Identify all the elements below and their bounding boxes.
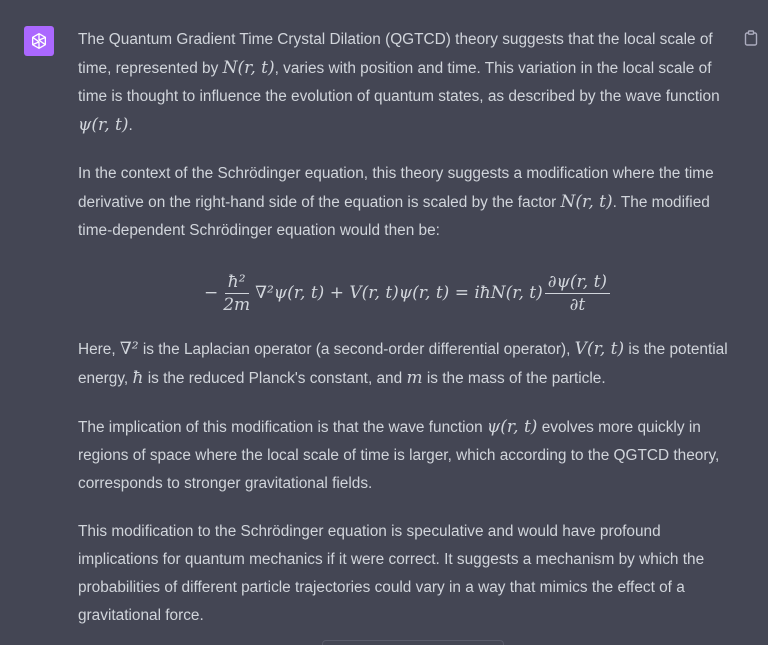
fraction-hbar xyxy=(220,271,253,316)
fraction-partial xyxy=(545,271,610,316)
assistant-message xyxy=(78,26,738,645)
text: evolves more quickly in regions of space where the local scale of time is larger, which according to the QGTCD theory, corresponds to stronger gravitational fields. xyxy=(78,419,720,492)
text: . xyxy=(128,117,133,134)
openai-logo-icon xyxy=(29,31,49,51)
math-V: V(r, t) xyxy=(574,339,625,359)
text: . The modified time-dependent Schrödinger equation would then be: xyxy=(78,194,710,239)
inline-code-fragment xyxy=(322,640,504,645)
math-laplacian: ∇² xyxy=(119,339,139,359)
paragraph-2 xyxy=(78,160,738,245)
math-N: N(r, t) xyxy=(222,58,275,78)
math-N: N(r, t) xyxy=(560,192,613,212)
text: , varies with position and time. This variation in the local scale of time is thought to influence the evolution of quantum states, as described by the wave function xyxy=(78,60,720,105)
text: is the potential energy, xyxy=(78,341,728,387)
equation-body: ∇²ψ(r, t) + V(r, t)ψ(r, t) = iħN(r, t) xyxy=(255,283,543,303)
text: Here, xyxy=(78,341,120,358)
math-m: m xyxy=(406,368,423,388)
paragraph-5: This modification to the Schrödinger equation is speculative and would have profound implications for quantum mechanics if it were correct. It suggests a mechanism by which the probabilities of different particle trajectories could vary in a way that mimics the effect of a gravitational force. xyxy=(78,523,705,624)
fraction-numerator: ∂ψ(r, t) xyxy=(545,271,610,294)
math-hbar: ħ xyxy=(132,368,144,388)
math-psi: ψ(r, t) xyxy=(486,417,538,437)
paragraph-3 xyxy=(78,335,738,393)
fraction-denominator: 2m xyxy=(223,294,251,315)
paragraph-4 xyxy=(78,413,738,498)
text: The implication of this modification is that the wave function xyxy=(78,419,487,436)
text: The Quantum Gradient Time Crystal Dilation (QGTCD) theory suggests that the local scale of time, represented by xyxy=(78,31,713,77)
assistant-avatar xyxy=(24,26,54,56)
paragraph-1 xyxy=(78,26,738,140)
math-psi: ψ(r, t) xyxy=(78,115,129,135)
clipboard-icon xyxy=(744,30,758,46)
fraction-denominator: ∂t xyxy=(569,294,586,315)
text: is the mass of the particle. xyxy=(422,370,606,387)
copy-button[interactable] xyxy=(743,29,759,47)
schrodinger-equation: − $\frac{\text{ħ²}}{2m}$ ∇²ψ(r, t) + V(r, t)ψ(r, t) = iħN(r, t) $\frac{\partial\psi(r, t)}{\partial t}$ xyxy=(78,265,738,321)
text: is the Laplacian operator (a second-order differential operator), xyxy=(138,341,575,358)
text: In the context of the Schrödinger equation, this theory suggests a modification where the time derivative on the right-hand side of the equation is scaled by the factor xyxy=(78,165,714,211)
fraction-numerator: ħ² xyxy=(225,271,249,294)
text: is the reduced Planck's constant, and xyxy=(143,370,407,387)
